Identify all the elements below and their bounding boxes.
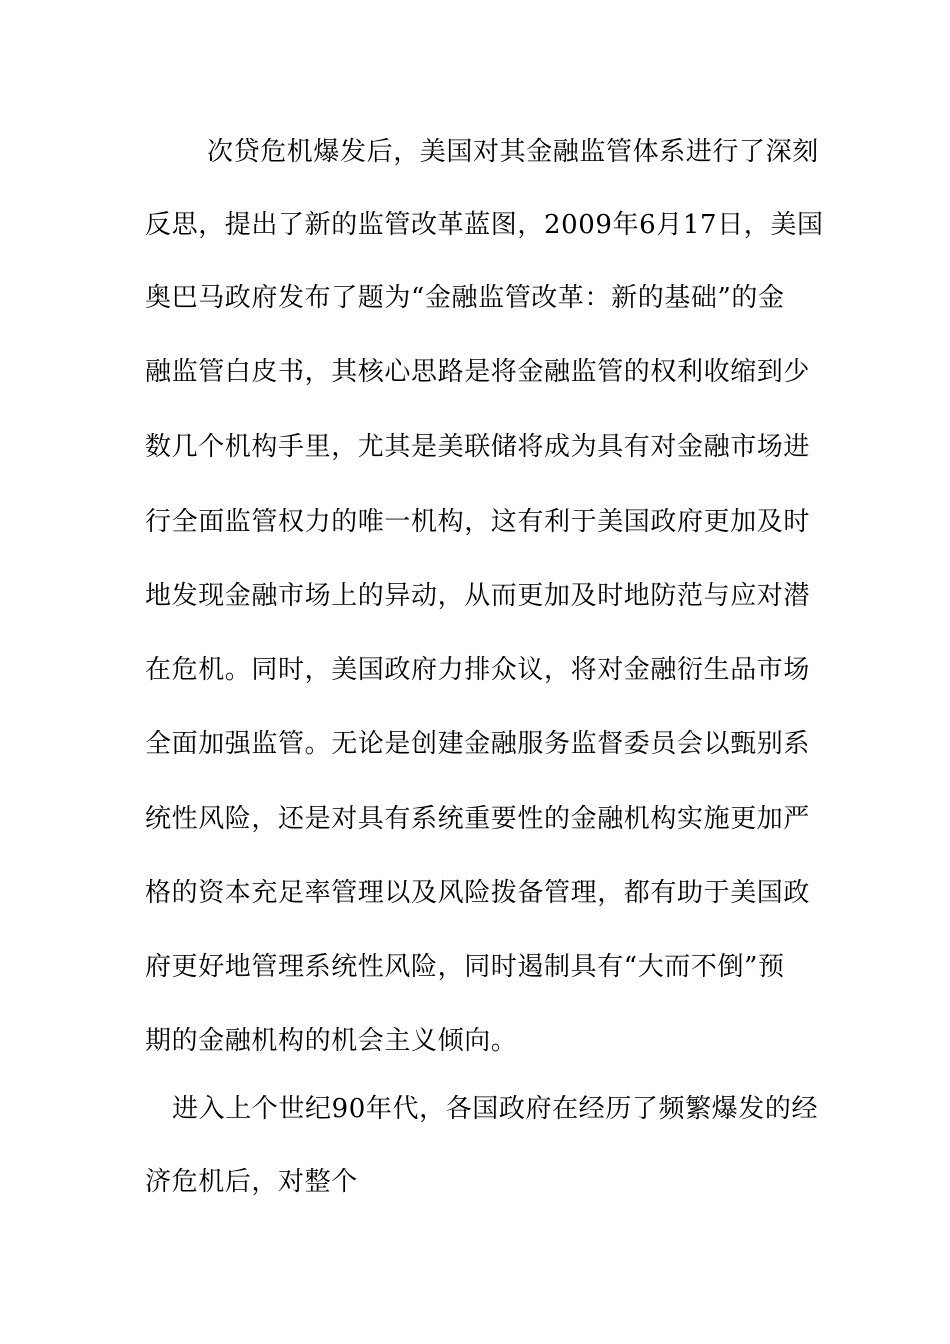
paragraph-1-line-12: 府更好地管理系统性风险，同时遏制具有“大而不倒”预 bbox=[145, 952, 785, 982]
paragraph-1-line-7: 地发现金融市场上的异动，从而更加及时地防范与应对潜 bbox=[145, 581, 811, 611]
paragraph-2-line-1: 进入上个世纪90年代，各国政府在经历了频繁爆发的经 bbox=[172, 1094, 819, 1124]
paragraph-1-line-4: 融监管白皮书，其核心思路是将金融监管的权利收缩到少 bbox=[145, 357, 811, 387]
paragraph-2-line-2: 济危机后，对整个 bbox=[145, 1167, 358, 1197]
paragraph-1-line-5: 数几个机构手里，尤其是美联储将成为具有对金融市场进 bbox=[145, 432, 811, 462]
paragraph-1-line-1: 次贷危机爆发后，美国对其金融监管体系进行了深刻 bbox=[207, 137, 819, 167]
paragraph-1-line-2: 反思，提出了新的监管改革蓝图，2009年6月17日，美国 bbox=[145, 210, 824, 240]
paragraph-1-line-8: 在危机。同时，美国政府力排众议，将对金融衍生品市场 bbox=[145, 655, 811, 685]
paragraph-1-line-11: 格的资本充足率管理以及风险拨备管理，都有助于美国政 bbox=[145, 878, 811, 908]
paragraph-1-line-9: 全面加强监管。无论是创建金融服务监督委员会以甄别系 bbox=[145, 729, 811, 759]
paragraph-1-line-13: 期的金融机构的机会主义倾向。 bbox=[145, 1026, 518, 1056]
paragraph-1-line-6: 行全面监管权力的唯一机构，这有利于美国政府更加及时 bbox=[145, 507, 811, 537]
paragraph-1-line-3: 奥巴马政府发布了题为“金融监管改革：新的基础”的金 bbox=[145, 283, 785, 313]
paragraph-1-line-10: 统性风险，还是对具有系统重要性的金融机构实施更加严 bbox=[145, 804, 811, 834]
